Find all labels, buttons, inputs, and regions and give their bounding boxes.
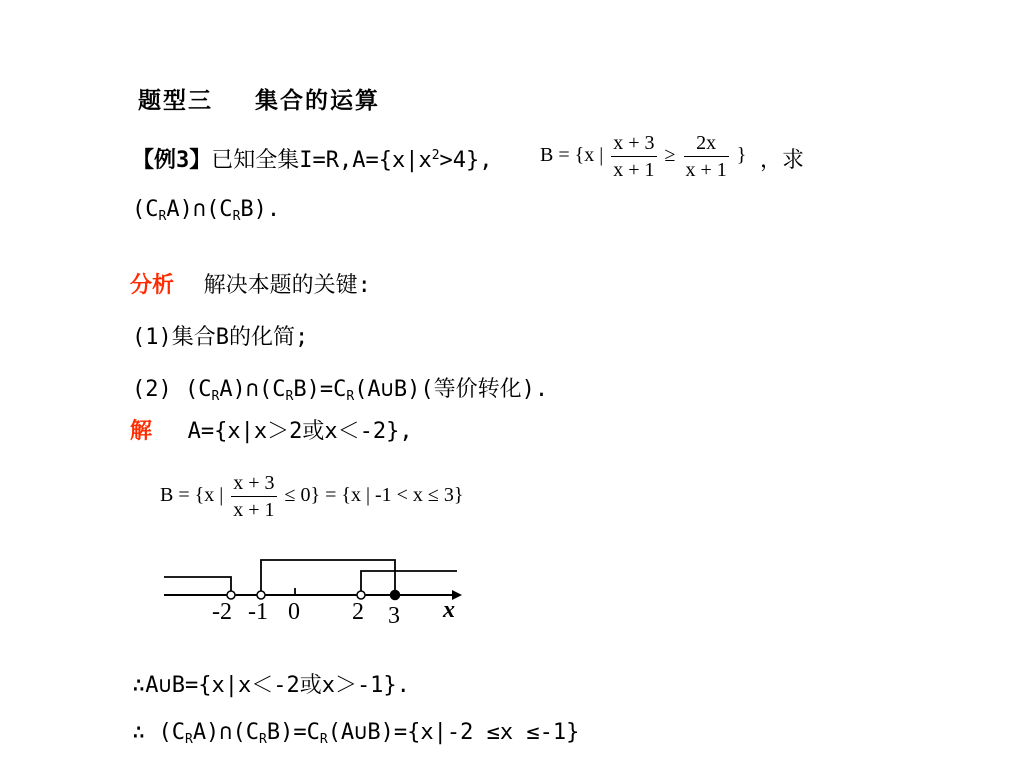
final-sub2: R	[259, 732, 267, 747]
item2-sub2: R	[285, 389, 294, 404]
analysis-text: 解决本题的关键:	[203, 273, 371, 298]
tick-label-2: 2	[352, 599, 364, 625]
item2-part2: A)∩(C	[219, 377, 286, 402]
geq-symbol: ≥	[664, 144, 676, 167]
item2-sub3: R	[346, 389, 355, 404]
section-title	[138, 82, 380, 115]
tick-label-neg2: -2	[212, 599, 232, 625]
example-line1	[132, 143, 493, 174]
fraction-1-numerator: x + 3	[611, 130, 656, 157]
setA-right-ray	[361, 571, 457, 595]
title-part1: 题型三	[138, 87, 213, 114]
open-point-neg1	[257, 591, 265, 599]
solution-setA: A={x|x＞2或x＜-2},	[187, 419, 413, 444]
solution-setB-formula	[160, 470, 464, 523]
setA-left-ray	[164, 577, 231, 595]
analysis-line	[130, 268, 371, 299]
final-part3: B)=C	[266, 720, 320, 745]
example-text: 已知全集I=R,A={x|x	[211, 148, 432, 173]
final-part4: (A∪B)={x|-2 ≤x ≤-1}	[327, 720, 580, 745]
solution-setB-prefix: B = {x |	[160, 484, 224, 507]
final-sub1: R	[184, 732, 193, 747]
number-line-diagram	[160, 555, 480, 630]
solution-label: 解	[130, 419, 153, 444]
example-label: 【例3】	[132, 148, 212, 173]
open-point-neg2	[227, 591, 235, 599]
item2-sub1: R	[211, 389, 220, 404]
item2-part1: (2) (C	[132, 377, 212, 402]
example-text2: >4},	[439, 148, 493, 173]
fraction-2-numerator: 2x	[684, 130, 729, 157]
fraction-1	[611, 130, 656, 183]
fraction-2-denominator: x + 1	[685, 159, 727, 181]
line2-part3: B).	[240, 197, 281, 222]
solution-fraction-denominator: x + 1	[233, 499, 275, 521]
line2-part2: A)∩(C	[166, 197, 233, 222]
final-result	[132, 720, 579, 745]
item2-part4: (A∪B)(等价转化).	[354, 377, 549, 402]
setB-close: }	[736, 144, 747, 167]
example-exponent: 2	[431, 148, 440, 163]
example-line2	[132, 197, 280, 222]
tick-label-0: 0	[288, 599, 300, 625]
fraction-1-denominator: x + 1	[613, 159, 655, 181]
line2-part1: (C	[132, 197, 159, 222]
fraction-2	[684, 130, 729, 183]
analysis-label: 分析	[130, 273, 175, 298]
union-result: ∴A∪B={x|x＜-2或x＞-1}.	[132, 673, 410, 698]
tick-label-3: 3	[388, 603, 400, 629]
solution-fraction-numerator: x + 3	[231, 470, 276, 497]
line2-sub2: R	[232, 209, 241, 224]
example-ask: ，求	[760, 148, 805, 173]
solution-fraction	[231, 470, 276, 523]
final-part2: A)∩(C	[192, 720, 260, 745]
axis-label-x: x	[443, 597, 455, 623]
solution-line	[130, 414, 413, 445]
final-part1: ∴ (C	[132, 720, 185, 745]
title-part2: 集合的运算	[255, 87, 380, 114]
solution-setB-rest: ≤ 0} = {x | -1 < x ≤ 3}	[284, 484, 464, 507]
analysis-item2	[132, 372, 548, 403]
closed-point-3	[391, 591, 400, 600]
analysis-item1: (1)集合B的化简;	[132, 325, 309, 350]
example-setB-formula	[540, 130, 746, 183]
item2-part3: B)=C	[293, 377, 347, 402]
open-point-2	[357, 591, 365, 599]
line2-sub1: R	[158, 209, 167, 224]
tick-label-neg1: -1	[248, 599, 268, 625]
final-sub3: R	[319, 732, 328, 747]
setB-prefix: B = {x |	[540, 144, 604, 167]
setB-interval	[261, 560, 395, 595]
